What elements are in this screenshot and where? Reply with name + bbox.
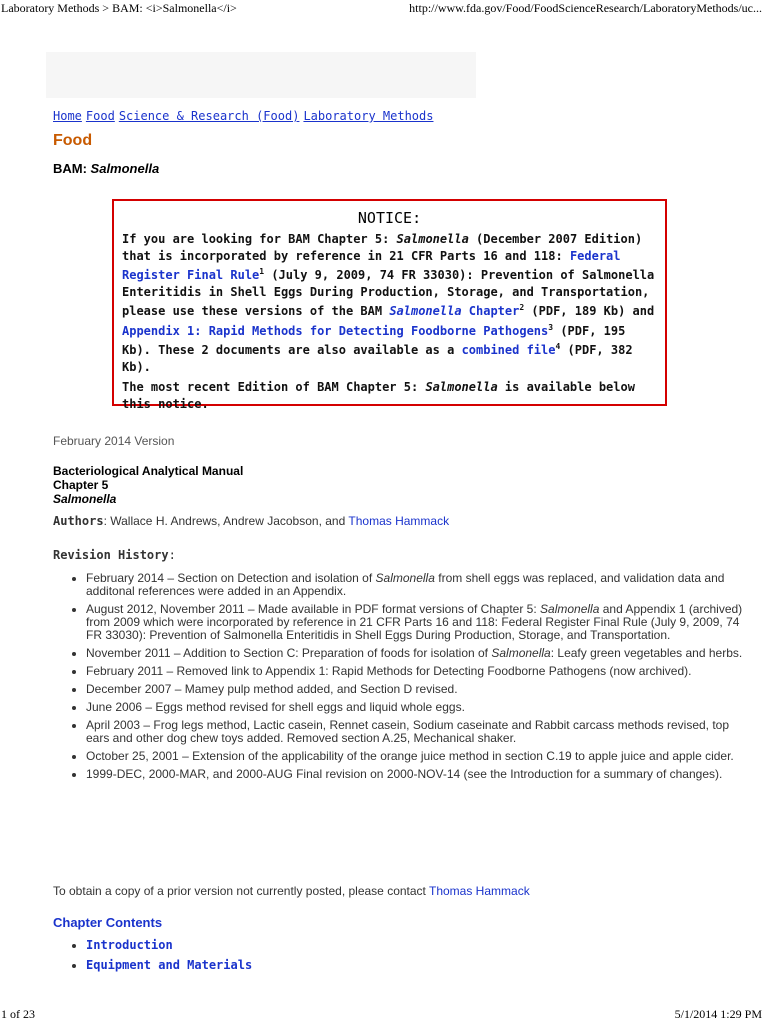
footnote-ref: 1 <box>259 267 265 276</box>
print-header-title: Laboratory Methods > BAM: <i>Salmonella</i> <box>1 1 237 15</box>
revision-text: December 2007 – Mamey pulp method added, and Section D revised. <box>86 682 458 696</box>
print-header <box>0 0 768 18</box>
salmonella-chapter-link[interactable] <box>389 304 519 318</box>
revision-history-item <box>86 701 746 714</box>
notice-box <box>112 199 667 411</box>
revision-text: from shell eggs was replaced, and validation data and additonal references were added in an Appendix. <box>86 571 725 598</box>
chapter-contents-heading: Chapter Contents <box>53 915 163 930</box>
breadcrumb-laboratory-methods-link[interactable]: Laboratory Methods <box>303 109 434 123</box>
revision-italic: Salmonella <box>540 602 600 616</box>
salmonella-chapter-link-rest: Chapter <box>461 304 520 318</box>
section-title: Food <box>53 132 93 149</box>
notice-text: is available below this notice. <box>122 380 635 411</box>
revision-history-item <box>86 719 746 745</box>
revision-text: February 2014 – Section on Detection and isolation of <box>86 571 376 585</box>
revision-history-colon: : <box>168 548 176 562</box>
obtain-copy-line <box>53 884 530 898</box>
manual-title: Bacteriological Analytical Manual <box>53 464 244 478</box>
notice-italic: Salmonella <box>425 380 498 394</box>
chapter-contents-item <box>86 955 252 975</box>
revision-italic: Salmonella <box>375 571 435 585</box>
revision-history-item <box>86 665 746 678</box>
authors-label: Authors <box>53 514 104 528</box>
site-banner <box>46 52 476 98</box>
revision-history-label: Revision History <box>53 548 169 562</box>
footnote-ref: 4 <box>555 342 561 351</box>
revision-text: April 2003 – Frog legs method, Lactic casein, Rennet casein, Sodium caseinate and Rabbit carcass methods revised, top ears and other dog chew toys added. Removed section A.25, Mechanical shaker. <box>86 718 730 745</box>
footnote-ref: 2 <box>519 303 525 312</box>
salmonella-chapter-link-italic: Salmonella <box>389 304 462 318</box>
notice-paragraph-1 <box>122 231 657 375</box>
authors-names: : Wallace H. Andrews, Andrew Jacobson, and <box>103 514 349 528</box>
revision-history-item <box>86 750 746 763</box>
notice-text: (PDF, 382 Kb). <box>122 343 633 374</box>
revision-history-item <box>86 603 746 642</box>
revision-text: November 2011 – Addition to Section C: Preparation of foods for isolation of <box>86 646 492 660</box>
appendix-1-link[interactable]: Appendix 1: Rapid Methods for Detecting Foodborne Pathogens <box>122 323 549 338</box>
manual-heading <box>53 464 243 506</box>
revision-text: August 2012, November 2011 – Made available in PDF format versions of Chapter 5: <box>86 602 541 616</box>
page-title <box>53 161 159 176</box>
breadcrumb-science-research-link[interactable]: Science & Research (Food) <box>118 109 300 123</box>
notice-text: The most recent Edition of BAM Chapter 5: <box>122 380 426 394</box>
notice-paragraph-2 <box>122 379 657 412</box>
revision-text: 1999-DEC, 2000-MAR, and 2000-AUG Final revision on 2000-NOV-14 (see the Introduction for a summary of changes). <box>86 767 723 781</box>
page-title-italic: Salmonella <box>90 161 160 176</box>
notice-text: If you are looking for BAM Chapter 5: <box>122 232 397 246</box>
chapter-contents-item <box>86 935 252 955</box>
authors-line <box>53 514 449 528</box>
revision-history-item <box>86 572 746 598</box>
print-header-url: http://www.fda.gov/Food/FoodScienceResearch/LaboratoryMethods/uc... <box>409 1 762 15</box>
manual-chapter: Chapter 5 <box>53 478 109 492</box>
page-title-prefix: BAM: <box>53 161 91 176</box>
revision-history-item <box>86 647 746 660</box>
manual-subject-italic: Salmonella <box>53 492 117 506</box>
print-footer <box>0 1006 768 1024</box>
notice-text: (PDF, 189 Kb) and <box>524 304 655 318</box>
chapter-contents-list <box>72 935 252 975</box>
notice-text: (PDF, 195 Kb). These 2 documents are also available as a <box>122 323 626 357</box>
notice-text: (December 2007 Edition) that is incorporated by reference in 21 CFR Parts 16 and 118: <box>122 232 643 263</box>
revision-text: June 2006 – Eggs method revised for shell eggs and liquid whole eggs. <box>86 700 465 714</box>
notice-heading: NOTICE: <box>357 209 422 227</box>
revision-history-item <box>86 683 746 696</box>
version-label: February 2014 Version <box>53 434 175 448</box>
print-footer-timestamp: 5/1/2014 1:29 PM <box>674 1007 762 1021</box>
introduction-link[interactable]: Introduction <box>86 938 173 952</box>
equipment-and-materials-link[interactable]: Equipment and Materials <box>86 958 253 972</box>
breadcrumb <box>53 109 437 123</box>
notice-italic: Salmonella <box>396 232 469 246</box>
notice-text: (July 9, 2009, 74 FR 33030): Prevention of Salmonella Enteritidis in Shell Eggs During Production, Storage, and Transportation, please use these versions of the BAM <box>122 268 655 318</box>
revision-history-heading <box>53 548 176 562</box>
revision-text: and Appendix 1 (archived) from 2009 which were incorporated by reference in 21 CFR Parts 16 and 118: Federal Register Final Rule (July 9, 2009, 74 FR 33030): Prevention of Salmonella Enteritidis in Shell Eggs During Production, Storage, and Transportation. <box>86 602 743 642</box>
breadcrumb-home-link[interactable]: Home <box>53 109 82 123</box>
revision-italic: Salmonella <box>491 646 551 660</box>
revision-text: : Leafy green vegetables and herbs. <box>550 646 743 660</box>
manual-subject <box>53 492 243 506</box>
print-footer-page-count: 1 of 23 <box>1 1007 35 1021</box>
footnote-ref: 3 <box>548 322 554 332</box>
thomas-hammack-contact-link[interactable]: Thomas Hammack <box>429 884 530 898</box>
obtain-copy-text: To obtain a copy of a prior version not currently posted, please contact <box>53 884 429 898</box>
revision-text: October 25, 2001 – Extension of the applicability of the orange juice method in section C.19 to apple juice and apple cider. <box>86 749 734 763</box>
combined-file-link[interactable]: combined file <box>461 343 556 357</box>
federal-register-final-rule-link[interactable]: Federal Register Final Rule <box>122 248 621 282</box>
revision-history-list <box>72 572 746 786</box>
revision-history-item <box>86 768 746 781</box>
breadcrumb-food-link[interactable]: Food <box>85 109 115 123</box>
thomas-hammack-link[interactable]: Thomas Hammack <box>348 514 450 528</box>
revision-text: February 2011 – Removed link to Appendix 1: Rapid Methods for Detecting Foodborne Pathogens (now archived). <box>86 664 692 678</box>
